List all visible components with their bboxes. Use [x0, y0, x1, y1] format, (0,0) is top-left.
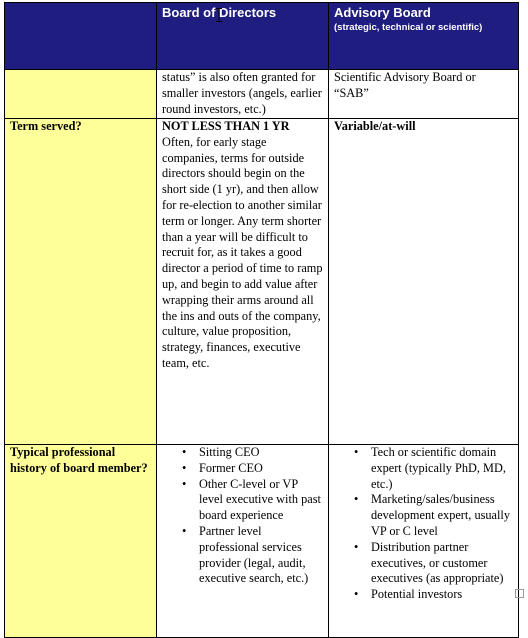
- board-cell[interactable]: [157, 119, 329, 445]
- board-of-directors-heading: Board of Directors: [162, 5, 277, 20]
- table-header-row: [5, 3, 519, 70]
- list-item: • Tech or scientific domain expert (typically PhD, MD, etc.): [371, 445, 513, 492]
- list-item: • Potential investors: [371, 587, 513, 603]
- text-cursor-icon: [216, 8, 222, 22]
- header-board-of-directors[interactable]: [157, 3, 329, 70]
- table-resize-handle[interactable]: [515, 589, 524, 598]
- term-heading: NOT LESS THAN 1 YR: [162, 119, 290, 133]
- advisory-cell[interactable]: [329, 445, 519, 638]
- advisory-board-subheading: (strategic, technical or scientific): [334, 22, 483, 33]
- list-item: • Other C-level or VP level executive with past board experience: [199, 477, 323, 524]
- list-item: • Partner level professional services provider (legal, audit, executive search, etc.): [199, 524, 323, 587]
- advisory-history-list: [334, 445, 513, 603]
- comparison-table: [4, 2, 519, 638]
- table-row: [5, 445, 519, 638]
- advisory-board-heading: Advisory Board: [334, 5, 431, 20]
- advisory-cell[interactable]: Scientific Advisory Board or “SAB”: [329, 70, 519, 119]
- table-row: [5, 119, 519, 445]
- list-item: • Marketing/sales/business development expert, usually VP or C level: [371, 492, 513, 539]
- table-row: [5, 70, 519, 119]
- header-empty-cell: [5, 3, 157, 70]
- board-cell[interactable]: [157, 445, 329, 638]
- list-item: • Former CEO: [199, 461, 323, 477]
- question-cell[interactable]: Typical professional history of board member?: [5, 445, 157, 638]
- header-advisory-board[interactable]: [329, 3, 519, 70]
- term-description: Often, for early stage companies, terms for outside directors should begin on the short side (1 yr), and then allow for re-election to another similar term or longer. Any term shorter than a year will be difficult to recruit for, as it takes a good director a period of time to ramp up, and begin to add value after wrapping their arms around all the ins and outs of the company, culture, value proposition, strategy, finances, executive team, etc.: [162, 134, 323, 370]
- advisory-cell[interactable]: Variable/at-will: [329, 119, 519, 445]
- list-item: • Sitting CEO: [199, 445, 323, 461]
- board-history-list: [162, 445, 323, 587]
- board-cell[interactable]: status” is also often granted for smaller investors (angels, earlier round investors, etc.): [157, 70, 329, 119]
- document-table-page: [4, 2, 518, 602]
- question-cell[interactable]: [5, 70, 157, 119]
- question-cell[interactable]: Term served?: [5, 119, 157, 445]
- list-item: • Distribution partner executives, or customer executives (as appropriate): [371, 540, 513, 587]
